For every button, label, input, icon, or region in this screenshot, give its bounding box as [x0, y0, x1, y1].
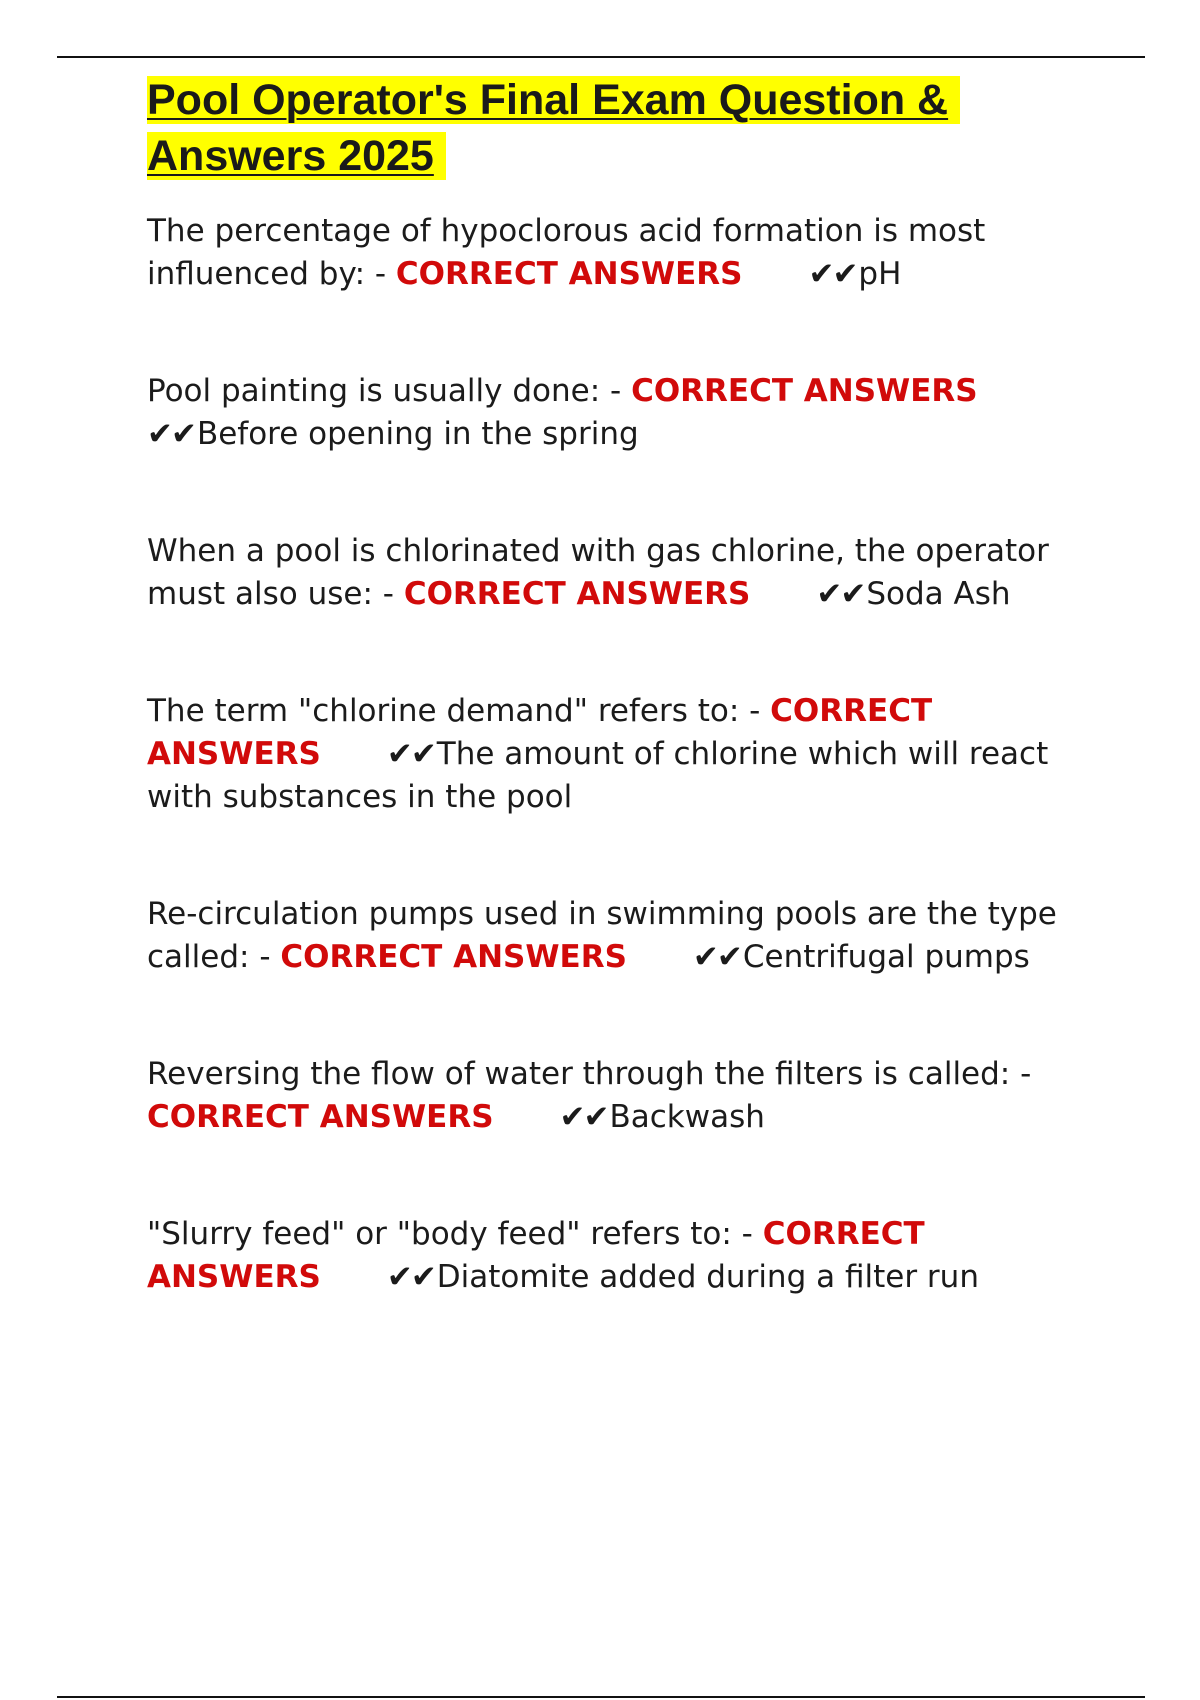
- qa-item: [147, 1053, 1107, 1139]
- correct-answers-label: CORRECT ANSWERS: [147, 693, 933, 772]
- qa-item: [147, 1213, 1107, 1299]
- question-text: When a pool is chlorinated with gas chlorine, the operator must also use: -: [147, 533, 1049, 612]
- qa-item: [147, 210, 1107, 296]
- check-mark-icon: ✔✔: [692, 939, 741, 975]
- question-text: "Slurry feed" or "body feed" refers to: -: [147, 1216, 753, 1252]
- document-page: [147, 72, 1107, 1299]
- title-text: Pool Operator's Final Exam Question & Answers 2025: [147, 76, 960, 180]
- question-text: Re-circulation pumps used in swimming pools are the type called: -: [147, 896, 1057, 975]
- answer-text: pH: [858, 256, 902, 292]
- question-text: The term "chlorine demand" refers to: -: [147, 693, 761, 729]
- question-text: Pool painting is usually done: -: [147, 373, 622, 409]
- qa-item: [147, 893, 1107, 979]
- answer-text: Backwash: [609, 1099, 765, 1135]
- correct-answers-label: CORRECT ANSWERS: [280, 939, 627, 975]
- document-title: [147, 72, 1027, 184]
- check-mark-icon: ✔✔: [386, 1259, 435, 1295]
- correct-answers-label: CORRECT ANSWERS: [147, 1099, 494, 1135]
- check-mark-icon: ✔✔: [147, 416, 195, 452]
- check-mark-icon: ✔✔: [808, 256, 857, 292]
- check-mark-icon: ✔✔: [559, 1099, 608, 1135]
- question-text: Reversing the flow of water through the filters is called: -: [147, 1056, 1032, 1092]
- bottom-rule: [57, 1696, 1145, 1698]
- correct-answers-label: CORRECT ANSWERS: [631, 373, 978, 409]
- qa-item: [147, 530, 1107, 616]
- correct-answers-label: CORRECT ANSWERS: [395, 256, 743, 292]
- answer-text: Before opening in the spring: [196, 416, 639, 452]
- correct-answers-label: CORRECT ANSWERS: [403, 576, 751, 612]
- answer-text: The amount of chlorine which will react with substances in the pool: [147, 736, 1049, 815]
- check-mark-icon: ✔✔: [386, 736, 435, 772]
- qa-item: [147, 690, 1107, 819]
- qa-item: [147, 370, 1107, 456]
- answer-text: Soda Ash: [866, 576, 1011, 612]
- answer-text: Diatomite added during a filter run: [436, 1259, 979, 1295]
- top-rule: [57, 56, 1145, 58]
- check-mark-icon: ✔✔: [816, 576, 865, 612]
- answer-text: Centrifugal pumps: [742, 939, 1030, 975]
- question-text: The percentage of hypoclorous acid formation is most influenced by: -: [147, 213, 986, 292]
- correct-answers-label: CORRECT ANSWERS: [147, 1216, 925, 1295]
